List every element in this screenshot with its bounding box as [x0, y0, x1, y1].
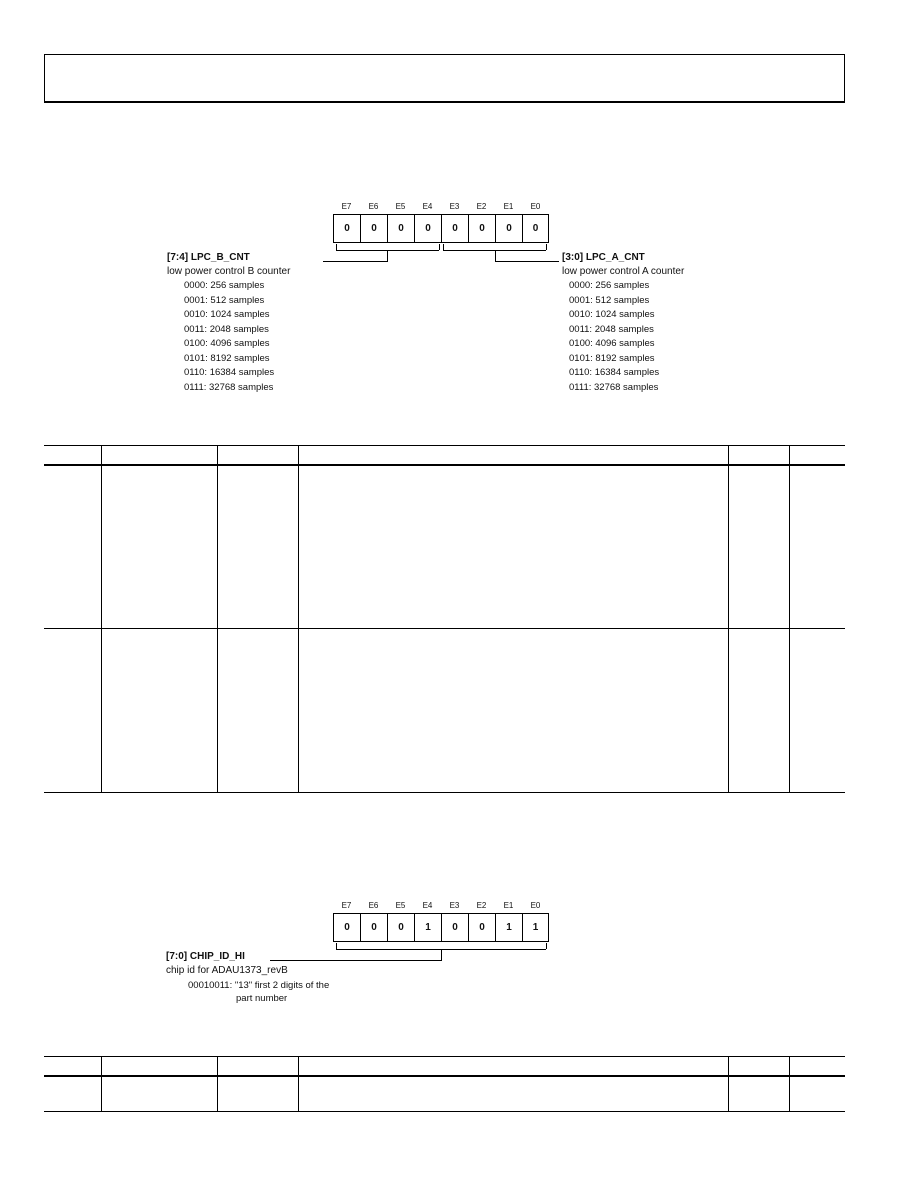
option: 0011: 2048 samples: [569, 323, 654, 335]
bit-value: 0: [468, 215, 495, 242]
option: 0000: 256 samples: [569, 280, 650, 291]
bit-label: E6: [368, 901, 379, 910]
leader-horizontal: [270, 960, 442, 961]
table-row: [44, 629, 845, 793]
leader-a-vertical: [495, 250, 496, 261]
field-a-options: [569, 279, 659, 395]
option: 0000: 256 samples: [184, 280, 265, 291]
page-header-box: [44, 54, 845, 103]
option: 0101: 8192 samples: [184, 352, 270, 364]
bit-label: E1: [503, 901, 514, 910]
note-line: part number: [236, 993, 288, 1004]
leader-a-horizontal: [495, 261, 559, 262]
option: 0110: 16384 samples: [184, 367, 275, 378]
option: 0001: 512 samples: [569, 294, 650, 306]
bit-label: E6: [368, 202, 379, 211]
table-header-row: [44, 1057, 845, 1076]
option: 0110: 16384 samples: [569, 367, 660, 378]
bit-value: 0: [333, 914, 360, 941]
leader-vertical: [441, 949, 442, 960]
bit-label: E7: [341, 202, 352, 211]
option: 0001: 512 samples: [184, 294, 265, 306]
register-table-1: [44, 445, 845, 793]
bit-label: E1: [503, 202, 514, 211]
bit-label: E5: [395, 901, 406, 910]
bit-value: 0: [360, 215, 387, 242]
bit-value: 0: [360, 914, 387, 941]
option: 0101: 8192 samples: [569, 352, 655, 364]
bracket-a-right: [546, 244, 547, 250]
bit-value: 1: [495, 914, 522, 941]
bit-value-row: [333, 913, 549, 942]
bit-label: E5: [395, 202, 406, 211]
chip-id-field-name: [7:0] CHIP_ID_HI: [166, 951, 245, 962]
bit-value: 0: [441, 215, 468, 242]
bracket-b-right: [439, 244, 440, 250]
table-row: [44, 1076, 845, 1112]
bit-label: E3: [449, 202, 460, 211]
bit-labels-row: [333, 202, 549, 211]
bit-label: E2: [476, 202, 487, 211]
bit-value: 0: [387, 215, 414, 242]
bit-label: E4: [422, 901, 433, 910]
option: 0011: 2048 samples: [184, 323, 269, 335]
option: 0100: 4096 samples: [184, 338, 270, 349]
bit-label: E0: [530, 901, 541, 910]
bit-labels-row: [333, 901, 549, 910]
bit-value: 0: [414, 215, 441, 242]
option: 0100: 4096 samples: [569, 338, 655, 349]
bracket-right: [546, 943, 547, 949]
leader-b-vertical: [387, 250, 388, 261]
field-b-name: [7:4] LPC_B_CNT: [167, 252, 250, 263]
bit-value: 0: [468, 914, 495, 941]
bit-value: 0: [333, 215, 360, 242]
bit-value: 0: [495, 215, 522, 242]
bit-value: 0: [441, 914, 468, 941]
bit-value: 1: [522, 914, 549, 941]
leader-b-horizontal: [323, 261, 388, 262]
chip-id-note: [188, 979, 329, 1005]
bit-label: E0: [530, 202, 541, 211]
option: 0111: 32768 samples: [569, 381, 659, 393]
field-a-description: low power control A counter: [562, 266, 685, 277]
bit-value-row: [333, 214, 549, 243]
table-row: [44, 465, 845, 629]
bit-value: 0: [522, 215, 549, 242]
note-line: 00010011: "13" first 2 digits of the: [188, 980, 330, 991]
table-header-row: [44, 446, 845, 465]
field-b-options: [184, 279, 274, 395]
option: 0111: 32768 samples: [184, 381, 274, 393]
bit-label: E3: [449, 901, 460, 910]
bit-value: 1: [414, 914, 441, 941]
field-a-name: [3:0] LPC_A_CNT: [562, 252, 645, 263]
bit-label: E2: [476, 901, 487, 910]
option: 0010: 1024 samples: [184, 309, 270, 320]
bit-value: 0: [387, 914, 414, 941]
option: 0010: 1024 samples: [569, 309, 655, 320]
bit-label: E7: [341, 901, 352, 910]
register-table-2: [44, 1056, 845, 1112]
bit-label: E4: [422, 202, 433, 211]
field-b-description: low power control B counter: [167, 266, 291, 277]
chip-id-field-description: chip id for ADAU1373_revB: [166, 965, 288, 976]
